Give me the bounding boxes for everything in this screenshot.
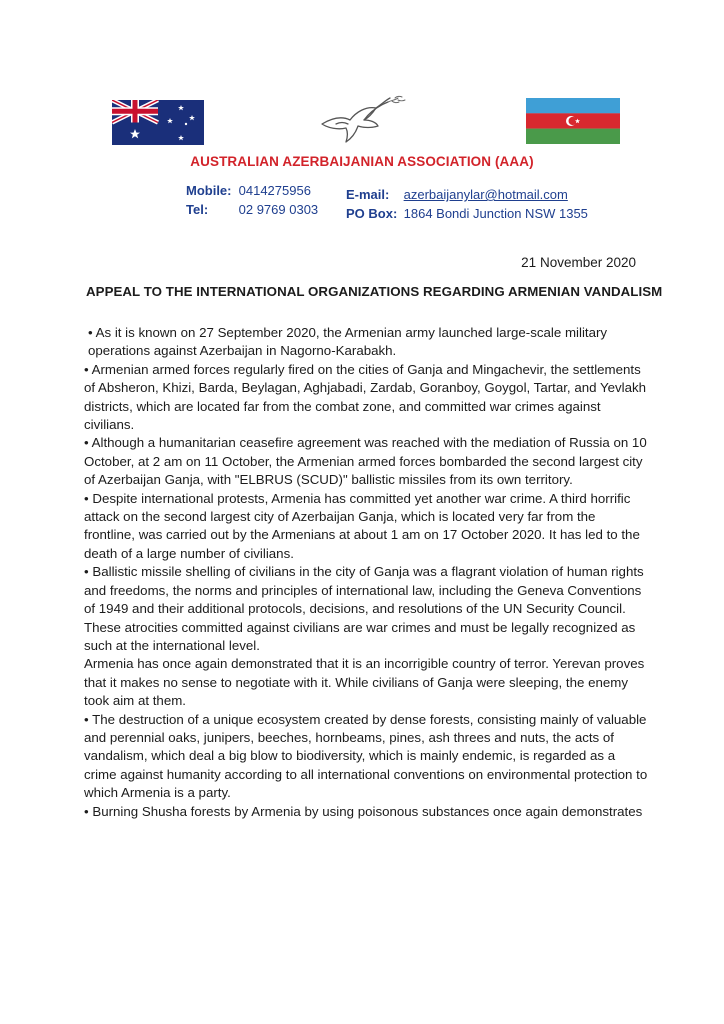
azerbaijan-flag-icon: [526, 98, 620, 144]
paragraph: • Despite international protests, Armenia has committed yet another war crime. A third horrific attack on the second largest city of Azerbaijan Ganja, which is located very far from the frontline, was carried out by the Armenians at about 1 am on 17 October 2020. It has led to the death of a large number of civilians.: [84, 490, 640, 561]
paragraph: • The destruction of a unique ecosystem created by dense forests, consisting mainly of valuable and perennial oaks, junipers, beeches, hornbeams, pines, ash threes and nuts, the acts of vandalism, which deal a big blow to biodiversity, which is mainly endemic, is regarded as a crime against humanity according to all international conventions on environmental protection to which Armenia is a party.: [84, 711, 648, 801]
letter-date: 21 November 2020: [521, 255, 636, 270]
document-title: APPEAL TO THE INTERNATIONAL ORGANIZATIONS REGARDING ARMENIAN VANDALISM: [86, 284, 663, 299]
paragraph: • As it is known on 27 September 2020, the Armenian army launched large-scale military operations against Azerbaijan in Nagorno-Karabakh.: [88, 325, 608, 359]
pobox-label: PO Box:: [346, 206, 398, 221]
mobile-value: 0414275956: [238, 183, 311, 198]
paragraph: • Although a humanitarian ceasefire agreement was reached with the mediation of Russia on 10 October, at 2 am on 11 October, the Armenian armed forces bombarded the second largest city of Azerbaijan Ganja, with "ELBRUS (SCUD)" ballistic missiles from its own territory.: [84, 435, 647, 488]
paragraph: • Ballistic missile shelling of civilians in the city of Ganja was a flagrant violation of human rights and freedoms, the norms and principles of international law, including the Geneva Conventions of 1949 and their additional protocols, decisions, and resolutions of the UN Security Council. These atrocities committed against civilians are war crimes and must be legally recognized as such at the international level.: [84, 564, 644, 653]
pobox-value: 1864 Bondi Junction NSW 1355: [403, 206, 588, 221]
email-label: E-mail:: [346, 187, 390, 202]
australia-flag-icon: [112, 100, 204, 145]
tel-label: Tel:: [186, 202, 209, 217]
paragraph: • Armenian armed forces regularly fired on the cities of Ganja and Mingachevir, the settlements of Absheron, Khizi, Barda, Beylagan, Aghjabadi, Zardab, Goranboy, Goygol, Tartar, and Yevlakh districts, which are located far from the combat zone, and committed war crimes against civilians.: [84, 361, 647, 433]
email-link[interactable]: azerbaijanylar@hotmail.com: [403, 187, 568, 202]
paragraph: Armenia has once again demonstrated that it is an incorrigible country of terror. Yerevan proves that it makes no sense to negotiate with it. While civilians of Ganja were sleeping, the enemy took aim at them.: [84, 656, 645, 709]
tel-contact: [186, 202, 318, 217]
letter-body: [84, 324, 650, 821]
dove-icon: [318, 94, 410, 146]
paragraph: • Burning Shusha forests by Armenia by using poisonous substances once again demonstrates: [84, 803, 643, 819]
mobile-label: Mobile:: [186, 183, 232, 198]
mobile-contact: [186, 183, 311, 198]
pobox-contact: [346, 206, 588, 221]
email-contact: [346, 187, 568, 202]
organization-name: AUSTRALIAN AZERBAIJANIAN ASSOCIATION (AAA): [190, 154, 534, 169]
tel-value: 02 9769 0303: [238, 202, 319, 217]
